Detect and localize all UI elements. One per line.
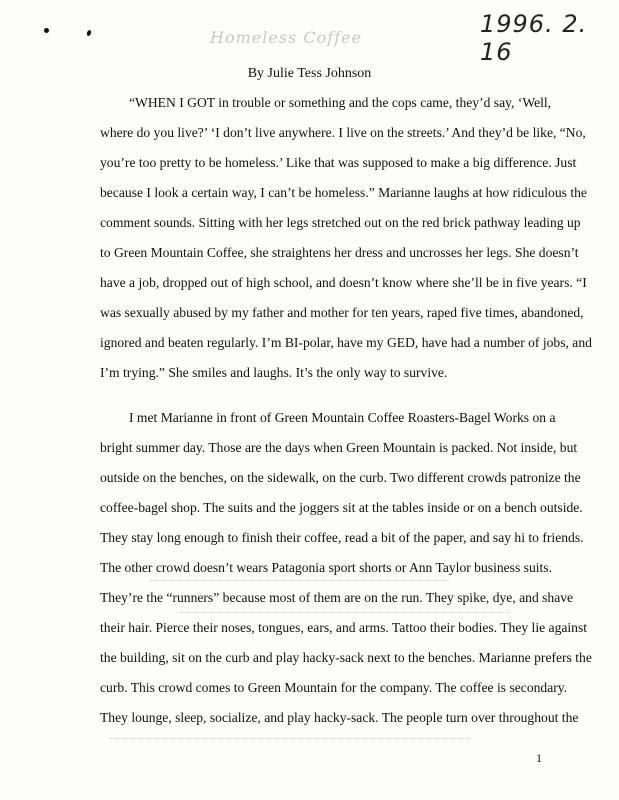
body-line: They stay long enough to finish their coffee, read a bit of the paper, and say hi to friends. [100,530,584,545]
scan-mark [86,29,92,36]
page-number: 1 [536,751,542,765]
body-line: I’m trying.” She smiles and laughs. It’s the only way to survive. [100,365,448,380]
body-line: bright summer day. Those are the days when Green Mountain is packed. Not inside, but [100,440,578,455]
scan-mark [44,28,49,33]
body-line: their hair. Pierce their noses, tongues, ears, and arms. Tattoo their bodies. They lie against [100,620,588,635]
body-line: comment sounds. Sitting with her legs stretched out on the red brick pathway leading up [100,215,581,230]
body-line: They’re the “runners” because most of them are on the run. They spike, dye, and shave [100,590,574,605]
body-line: have a job, dropped out of high school, and doesn’t know where she’ll be in five years. “I [100,275,587,290]
body-line: where do you live?’ ‘I don’t live anywhere. I live on the streets.’ And they’d be like, “No, [100,125,586,140]
faint-handwritten-title: Homeless Coffee [210,28,362,47]
body-line: coffee-bagel shop. The suits and the joggers sit at the tables inside or on a bench outside. [100,500,583,515]
body-line: They lounge, sleep, socialize, and play hacky-sack. The people turn over throughout the [100,710,579,725]
body-line: curb. This crowd comes to Green Mountain for the company. The coffee is secondary. [100,680,568,695]
body-line: “WHEN I GOT in trouble or something and the cops came, they’d say, ‘Well, [129,95,552,110]
body-line: because I look a certain way, I can’t be homeless.” Marianne laughs at how ridiculous the [100,185,587,200]
body-line: I met Marianne in front of Green Mountain Coffee Roasters-Bagel Works on a [129,410,556,425]
body-line: outside on the benches, on the sidewalk, on the curb. Two different crowds patronize the [100,470,581,485]
byline: By Julie Tess Johnson [247,66,372,81]
scan-speckle [180,612,510,614]
body-line: the building, sit on the curb and play hacky-sack next to the benches. Marianne prefers the [100,650,592,665]
handwritten-date: 1996. 2. 16 [480,10,588,66]
body-line: The other crowd doesn’t wears Patagonia sport shorts or Ann Taylor business suits. [100,560,552,575]
body-line: was sexually abused by my father and mother for ten years, raped five times, abandoned, [100,305,584,320]
scan-speckle [110,738,470,740]
scan-speckle [150,580,450,582]
body-line: you’re too pretty to be homeless.’ Like that was supposed to make a big difference. Just [100,155,577,170]
body-line: ignored and beaten regularly. I’m BI-polar, have my GED, have had a number of jobs, and [100,335,592,350]
body-line: to Green Mountain Coffee, she straightens her dress and uncrosses her legs. She doesn’t [100,245,579,260]
